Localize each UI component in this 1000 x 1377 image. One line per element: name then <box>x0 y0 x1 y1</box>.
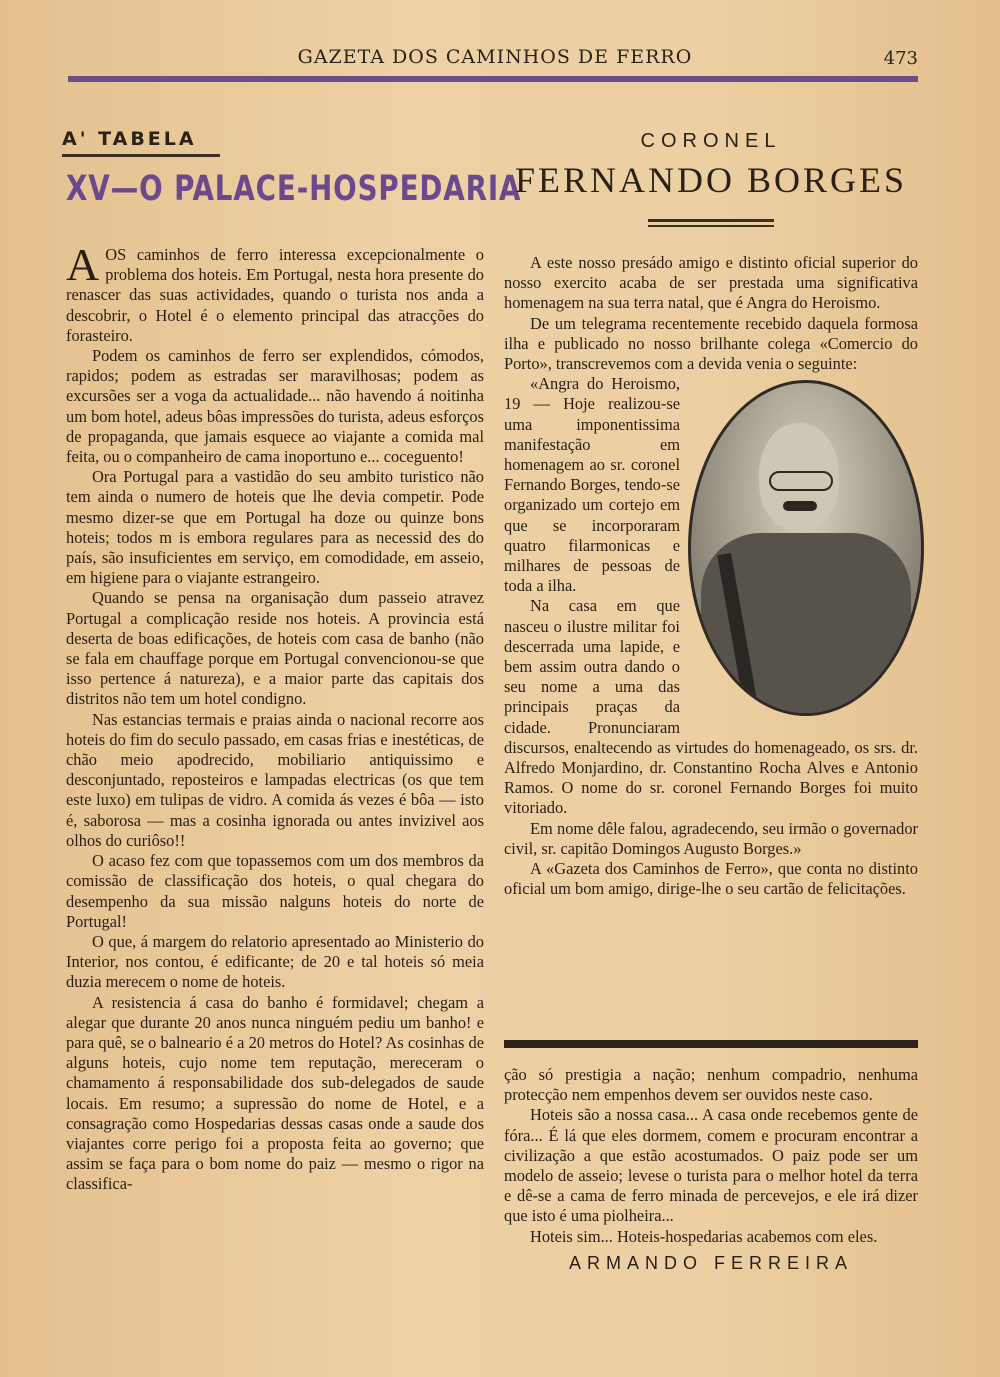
paragraph: Podem os caminhos de ferro ser explendidos, cómodos, rapidos; podem as estradas ser maravilhosas; podem as excursões ser a voga da actualidade... não havendo á noitinha um bom hotel, adeus bôas impressões do turista, adeus esforços de propaganda, que jamais esquece ao viajante a comida mal feita, ou o companheiro de cama inoportuno e... coceguento! <box>66 346 484 467</box>
paragraph: Quando se pensa na organisação dum passeio atravez Portugal a complicação reside nos hoteis. A provincia está deserta de boas edificações, de hoteis com casa de banho (não se fala em chauffage porque em Portugal convencionou-se que isso pertence á natureza), e a maior parte das capitais dos distritos não tem um hotel condigno. <box>66 588 484 709</box>
paragraph: O acaso fez com que topassemos com um dos membros da comissão de classificação dos hoteis, o qual chegara do desempenho da sua missão nalguns hoteis do norte de Portugal! <box>66 851 484 931</box>
paragraph: ção só prestigia a nação; nenhum compadrio, nenhuma protecção nem empenhos devem ser ouvidos neste caso. <box>504 1065 918 1105</box>
page-number: 473 <box>883 48 918 69</box>
article-body <box>66 239 484 1195</box>
paragraph: Hoteis sim... Hoteis-hospedarias acabemos com eles. <box>530 1226 878 1246</box>
paragraph: «Angra do Heroismo, 19 — Hoje realizou-se uma imponentissima manifestação em homenagem ao sr. coronel Fernando Borges, tendo-se organizado um cortejo em que se incorporaram quatro filarmonicas e milhares de pessoas de toda a ilha. <box>504 374 680 596</box>
paragraph: Em nome dêle falou, agradecendo, seu irmão o governador civil, sr. capitão Domingos Augusto Borges.» <box>504 818 918 858</box>
section-kicker: A' TABELA <box>62 128 197 150</box>
paragraph: A «Gazeta dos Caminhos de Ferro», que conta no distinto oficial um bom amigo, dirige-lhe o seu cartão de felicitações. <box>504 859 918 899</box>
paragraph: A resistencia á casa do banho é formidavel; chegam a alegar que durante 20 anos nunca ninguém pediu um banho! e para quê, se o balneario é a 20 metros do Hotel? As cosinhas de alguns hoteis, cujo nome tem reputação, mereceram o chamamento á responsabilidade dos sub-delegados de saude locais. Em resumo; a supressão do nome de Hotel, e a consagração como Hospedarias dessas casas onde a saude dos viajantes corre perigo foi a proposta feita ao governo; que assim se faça para o bom nome do paiz — mesmo o rigor na classifica- <box>66 992 484 1194</box>
header-rule <box>68 76 918 82</box>
tribute-body <box>504 253 918 900</box>
article-headline: XV—O PALACE-HOSPEDARIA <box>66 169 522 209</box>
subject-name: FERNANDO BORGES <box>514 160 908 200</box>
continuation-block <box>504 1065 918 1273</box>
title-rule <box>648 219 774 222</box>
paragraph: De um telegrama recentemente recebido daquela formosa ilha e publicado no nosso brilhante colega «Comercio do Porto», transcrevemos com a devida venia o seguinte: <box>504 313 918 374</box>
kicker-underline <box>62 154 220 157</box>
right-column <box>504 124 918 900</box>
continuation-rule <box>504 1040 918 1048</box>
paragraph: AOS caminhos de ferro interessa excepcionalmente o problema dos hoteis. Em Portugal, nesta hora presente do renascer das suas actividades, quando o turista nos anda a descobrir, o Hotel é o elemento principal das atracções do forasteiro. <box>66 239 484 345</box>
portrait-photo <box>688 380 924 716</box>
paragraph: Na casa em que nasceu o ilustre militar foi descerrada uma lapide, e bem assim outra dando o seu nome a uma das principais praças da cidade. Pronunciaram discursos, enaltecendo as virtudes do homenageado, os srs. dr. Alfredo Monjardino, dr. Constantino Rocha Alves e Antonio Ramos. O nome do sr. coronel Fernando Borges foi muito vitoriado. <box>504 596 918 818</box>
author-signature: ARMANDO FERREIRA <box>568 1252 853 1273</box>
paragraph: Hoteis são a nossa casa... A casa onde recebemos gente de fóra... É lá que eles dormem, comem e procuram encontrar a civilização a que estão acostumados. O paiz pode ser um modelo de asseio; levese o turista para o melhor hotel da terra e dê-se a cama de ferro minada de percevejos, e ele irá dizer que isto é uma piolheira... <box>504 1105 918 1226</box>
paragraph: Nas estancias termais e praias ainda o nacional recorre aos hoteis do fim do seculo passado, em casas frias e inestéticas, de chão meio apodrecido, mobiliario antiquissimo e desconjuntado, reposteiros e lampadas electricas (os que tem este luxo) em tulipas de vidro. A comida ás vezes é bôa — isto é, saborosa — mas a cosinha ignorada ou antes invizivel aos olhos do curiôso!! <box>66 709 484 850</box>
title-rule-secondary <box>648 225 774 227</box>
paragraph: A este nosso presádo amigo e distinto oficial superior do nosso exercito acaba de ser prestada uma significativa homenagem na sua terra natal, que é Angra do Heroismo. <box>504 253 918 313</box>
running-head: GAZETA DOS CAMINHOS DE FERRO <box>297 46 693 68</box>
rank-label: CORONEL <box>640 130 782 152</box>
paragraph: O que, á margem do relatorio apresentado ao Ministerio do Interior, nos contou, é edificante; de 20 e tal hoteis só meia duzia merecem o nome de hoteis. <box>66 931 484 992</box>
paragraph: Ora Portugal para a vastidão do seu ambito turistico não tem ainda o numero de hoteis que lhe devia competir. Pode mesmo dizer-se que em Portugal ha doze ou quinze bons hoteis; todos m is embora regulares para as necessid des do país, são insuficientes em serviço, em comodidade, em asseio, em higiene para o viajante estrangeiro. <box>66 467 484 588</box>
left-column <box>62 124 522 1195</box>
drop-cap: A <box>66 239 100 290</box>
